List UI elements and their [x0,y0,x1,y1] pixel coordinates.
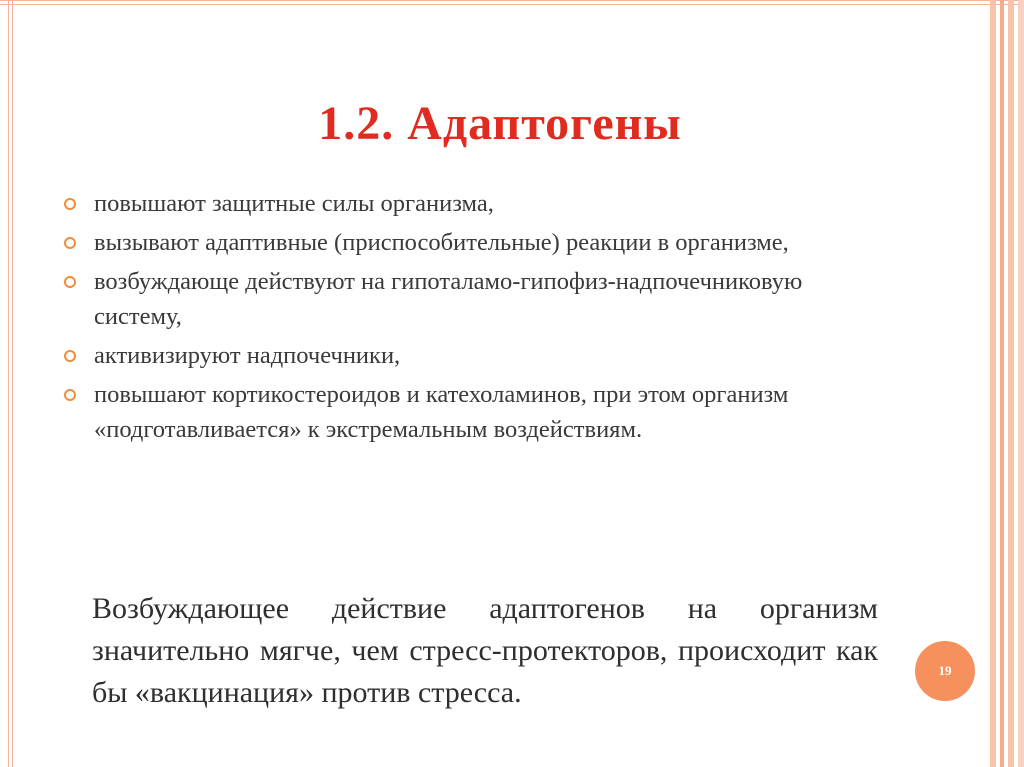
bullet-text: повышают защитные силы организма, [94,190,494,217]
page-number-badge [915,641,975,701]
bullet-text: повышают кортикостероидов и катехоламинов, при этом организм «подготавливается» к экстремальным воздействиям. [94,381,789,443]
bullet-icon [64,350,76,362]
decor-stripe [1000,0,1004,767]
list-item [64,186,864,221]
bullet-icon [64,237,76,249]
decor-stripe [1018,0,1024,767]
list-item [64,377,864,447]
decor-stripe [1008,0,1014,767]
bullet-text: активизируют надпочечники, [94,342,401,369]
summary-note: Возбуждающее действие адаптогенов на организм значительно мягче, чем стресс-протекторов, происходит как бы «вакцинация» против стресса. [92,592,878,709]
bullet-icon [64,276,76,288]
list-item [64,338,864,373]
page-number: 19 [938,663,952,678]
bullet-text: вызывают адаптивные (приспособительные) реакции в организме, [94,229,789,256]
bullet-icon [64,389,76,401]
bullet-text: возбуждающе действуют на гипоталамо-гипофиз-надпочечниковую систему, [94,268,803,330]
frame-top-border [0,0,1024,5]
list-item [64,225,864,260]
list-item [64,264,864,334]
bullet-list [64,186,864,451]
bullet-icon [64,198,76,210]
slide-title: 1.2. Адаптогены [318,97,682,150]
